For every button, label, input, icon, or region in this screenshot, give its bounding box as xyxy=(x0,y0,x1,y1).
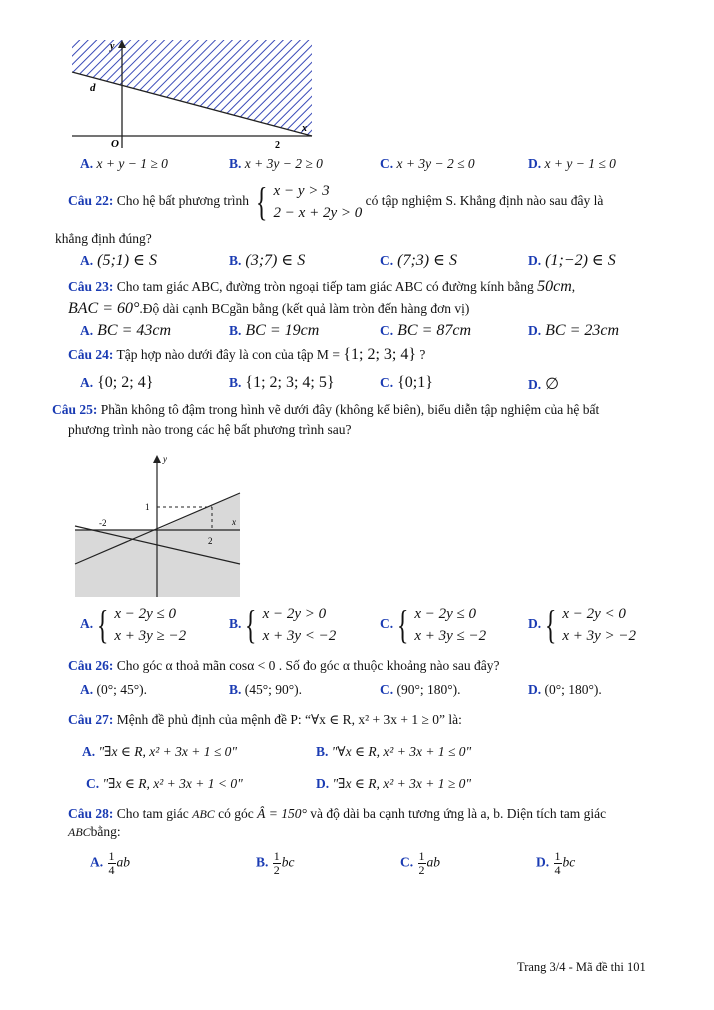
system-row: x + 3y ≤ −2 xyxy=(414,628,487,644)
q28-option-a[interactable] xyxy=(90,850,130,877)
q28-option-b[interactable] xyxy=(256,850,295,877)
option-label: C. xyxy=(380,616,394,632)
option-text: x + y − 1 ≥ 0 xyxy=(96,156,168,171)
q22-system: { x − y > 3 2 − x + 2y > 0 xyxy=(256,179,363,224)
q25-option-d[interactable] xyxy=(528,603,636,647)
origin-label: O xyxy=(111,138,119,150)
option-label: C. xyxy=(380,253,394,268)
q28-line2-text: bằng: xyxy=(90,824,121,839)
q23-line2-text: .Độ dài cạnh BCgần bằng (kết quả làm tròn đến hàng đơn vị) xyxy=(139,301,470,316)
q23-option-c[interactable] xyxy=(380,322,471,340)
q22-option-a[interactable] xyxy=(80,250,157,270)
q24-text-end: ? xyxy=(419,347,426,362)
q25-line1: Phần không tô đậm trong hình vẽ dưới đây (không kể biên), biểu diễn tập nghiệm của hệ bất xyxy=(100,402,600,417)
q25-option-c[interactable] xyxy=(380,603,486,647)
question-number: Câu 22: xyxy=(68,193,114,209)
option-label: A. xyxy=(80,682,94,697)
question-number: Câu 27: xyxy=(68,712,114,727)
option-text: "∃x ∈ R, x² + 3x + 1 < 0" xyxy=(102,776,243,791)
option-label: B. xyxy=(229,323,242,338)
q24-option-a[interactable] xyxy=(80,374,153,392)
q26-option-b[interactable] xyxy=(229,682,302,698)
q28-option-c[interactable] xyxy=(400,850,440,877)
q23-option-d[interactable] xyxy=(528,322,619,340)
question-number: Câu 23: xyxy=(68,279,114,294)
tick-minus-2: -2 xyxy=(99,518,107,528)
q23-line1-end: , xyxy=(571,279,576,294)
option-label: A. xyxy=(80,616,94,632)
question-number: Câu 26: xyxy=(68,658,114,673)
q28-angle: Â = 150° xyxy=(257,806,307,821)
option-label: D. xyxy=(528,323,542,338)
option-text: (90°; 180°). xyxy=(396,682,461,697)
q24-option-d[interactable] xyxy=(528,374,559,394)
option-text: "∃x ∈ R, x² + 3x + 1 ≤ 0" xyxy=(98,744,238,759)
q28-abc: ABC xyxy=(192,807,215,821)
option-text: {0;1} xyxy=(397,374,433,391)
q24-set: {1; 2; 3; 4} xyxy=(343,346,417,363)
system-row: x + 3y > −2 xyxy=(562,628,637,644)
option-label: D. xyxy=(528,377,542,392)
q21-option-a[interactable] xyxy=(80,156,168,172)
q25-stem xyxy=(52,402,599,418)
q26-option-a[interactable] xyxy=(80,682,147,698)
q22-option-d[interactable] xyxy=(528,250,616,270)
system-row: x + 3y ≥ −2 xyxy=(114,628,187,644)
option-label: D. xyxy=(316,776,330,791)
option-text: (1;−2) ∈ S xyxy=(545,252,616,269)
option-text: (3;7) ∈ S xyxy=(245,252,306,269)
q21-option-d[interactable] xyxy=(528,156,616,172)
option-text: (0°; 45°). xyxy=(96,682,148,697)
option-label: B. xyxy=(316,744,329,759)
fraction xyxy=(554,850,562,877)
q25-line2: phương trình nào trong các hệ bất phương trình sau? xyxy=(68,422,352,437)
fraction xyxy=(273,850,281,877)
system-row: x − 2y ≤ 0 xyxy=(114,606,176,622)
system-row: x − 2y < 0 xyxy=(562,606,626,622)
option-label: A. xyxy=(80,323,94,338)
option-label: D. xyxy=(536,854,550,870)
q23-stem xyxy=(68,278,575,296)
system-row: 2 − x + 2y > 0 xyxy=(273,205,363,221)
option-var: ab xyxy=(426,854,440,870)
question-number: Câu 25: xyxy=(52,402,98,417)
option-text: (45°; 90°). xyxy=(244,682,303,697)
q24-option-c[interactable] xyxy=(380,374,433,392)
q24-option-b[interactable] xyxy=(229,374,335,392)
q22-text-after: có tập nghiệm S. Khẳng định nào sau đây là xyxy=(365,193,604,209)
denominator: 4 xyxy=(108,863,115,877)
q22-option-b[interactable] xyxy=(229,250,305,270)
option-text: x + y − 1 ≤ 0 xyxy=(544,156,616,171)
option-label: D. xyxy=(528,616,542,632)
q28-abc-2: ABC xyxy=(68,825,91,839)
numerator: 1 xyxy=(273,849,280,863)
q23-diameter: 50cm xyxy=(537,278,572,295)
option-label: A. xyxy=(80,375,94,390)
system-row: x − y > 3 xyxy=(273,183,330,199)
option-label: B. xyxy=(229,156,242,171)
option-label: C. xyxy=(86,776,100,791)
q27-option-c[interactable] xyxy=(86,776,243,792)
option-label: B. xyxy=(229,375,242,390)
option-label: A. xyxy=(90,854,104,870)
numerator: 1 xyxy=(108,849,115,863)
q23-option-a[interactable] xyxy=(80,322,171,340)
q21-option-c[interactable] xyxy=(380,156,475,172)
q21-option-b[interactable] xyxy=(229,156,323,172)
option-label: D. xyxy=(528,682,542,697)
option-label: B. xyxy=(229,682,242,697)
option-label: A. xyxy=(82,744,96,759)
q27-stem xyxy=(68,712,462,728)
option-var: bc xyxy=(281,854,295,870)
option-text: (0°; 180°). xyxy=(544,682,602,697)
q26-stem xyxy=(68,658,500,674)
q28-line2 xyxy=(68,824,121,840)
system-row: x − 2y > 0 xyxy=(262,606,327,622)
option-label: D. xyxy=(528,156,542,171)
y-axis-label: y xyxy=(110,41,115,52)
option-text: x + 3y − 2 ≥ 0 xyxy=(244,156,323,171)
system-row: x + 3y < −2 xyxy=(262,628,337,644)
option-label: C. xyxy=(380,375,394,390)
x-axis-label: x xyxy=(232,517,236,527)
q23-line2 xyxy=(68,300,469,318)
option-text: BC = 23cm xyxy=(545,322,620,339)
option-text: {0; 2; 4} xyxy=(97,374,154,391)
q26-option-d[interactable] xyxy=(528,682,602,698)
option-label: C. xyxy=(380,682,394,697)
tick-1: 1 xyxy=(145,502,150,512)
option-label: A. xyxy=(80,156,94,171)
q23-angle: BAC = 60° xyxy=(68,300,140,317)
option-var: ab xyxy=(116,854,130,870)
denominator: 2 xyxy=(418,863,425,877)
q26-text: Cho góc α thoả mãn cosα < 0 . Số đo góc α thuộc khoảng nào sau đây? xyxy=(116,658,500,673)
tick-2: 2 xyxy=(275,140,280,151)
option-text: (7;3) ∈ S xyxy=(397,252,457,269)
q26-option-c[interactable] xyxy=(380,682,461,698)
option-text: BC = 43cm xyxy=(97,322,172,339)
option-label: D. xyxy=(528,253,542,268)
option-system: { x − 2y ≤ 0 x + 3y ≤ −2 xyxy=(396,602,487,647)
denominator: 2 xyxy=(273,863,280,877)
option-label: B. xyxy=(256,854,269,870)
option-label: C. xyxy=(400,854,414,870)
option-system: { x − 2y > 0 x + 3y < −2 xyxy=(245,602,337,647)
q24-stem xyxy=(68,346,425,364)
option-system: { x − 2y < 0 x + 3y > −2 xyxy=(544,602,637,647)
option-text: ∅ xyxy=(545,376,560,393)
numerator: 1 xyxy=(418,849,425,863)
q24-text: Tập hợp nào dưới đây là con của tập M = xyxy=(116,347,340,362)
q28-text2: có góc xyxy=(218,806,254,821)
q28-stem xyxy=(68,806,606,822)
q22-line2: khẳng định đúng? xyxy=(55,231,152,246)
question-number: Câu 24: xyxy=(68,347,114,362)
d-label: d xyxy=(90,82,96,94)
denominator: 4 xyxy=(554,863,561,877)
graph-q25 xyxy=(72,452,244,600)
option-text: (5;1) ∈ S xyxy=(97,252,157,269)
question-number: Câu 28: xyxy=(68,806,114,821)
option-text: {1; 2; 3; 4; 5} xyxy=(245,374,335,391)
page-footer: Trang 3/4 - Mã đề thi 101 xyxy=(517,960,646,974)
q27-option-a[interactable] xyxy=(82,744,237,760)
q28-option-d[interactable] xyxy=(536,850,575,877)
option-var: bc xyxy=(562,854,576,870)
tick-2: 2 xyxy=(208,536,213,546)
system-row: x − 2y ≤ 0 xyxy=(414,606,476,622)
y-axis-label: y xyxy=(163,454,167,464)
q25-option-b[interactable] xyxy=(229,603,336,647)
q22-stem xyxy=(68,180,603,224)
option-text: BC = 87cm xyxy=(397,322,472,339)
option-label: C. xyxy=(380,156,394,171)
fraction xyxy=(418,850,426,877)
x-axis-label: x xyxy=(302,123,307,134)
q25-option-a[interactable] xyxy=(80,603,186,647)
option-text: "∀x ∈ R, x² + 3x + 1 ≤ 0" xyxy=(331,744,472,759)
q27-option-b[interactable] xyxy=(316,744,471,760)
option-label: A. xyxy=(80,253,94,268)
option-label: B. xyxy=(229,616,242,632)
q27-option-d[interactable] xyxy=(316,776,471,792)
q23-line1: Cho tam giác ABC, đường tròn ngoại tiếp tam giác ABC có đường kính bằng xyxy=(116,279,534,294)
graph-inequality-d xyxy=(66,36,320,154)
option-text: BC = 19cm xyxy=(245,322,320,339)
q22-text-before: Cho hệ bất phương trình xyxy=(116,193,249,209)
fraction xyxy=(108,850,116,877)
option-label: B. xyxy=(229,253,242,268)
numerator: 1 xyxy=(554,849,561,863)
option-text: x + 3y − 2 ≤ 0 xyxy=(396,156,475,171)
q27-text: Mệnh đề phủ định của mệnh đề P: “∀x ∈ R, x² + 3x + 1 ≥ 0” là: xyxy=(116,712,462,727)
option-system: { x − 2y ≤ 0 x + 3y ≥ −2 xyxy=(96,602,187,647)
q22-option-c[interactable] xyxy=(380,250,457,270)
option-label: C. xyxy=(380,323,394,338)
q23-option-b[interactable] xyxy=(229,322,319,340)
option-text: "∃x ∈ R, x² + 3x + 1 ≥ 0" xyxy=(332,776,472,791)
q28-text1: Cho tam giác xyxy=(116,806,189,821)
q28-text3: và độ dài ba cạnh tương ứng là a, b. Diện tích tam giác xyxy=(310,806,607,821)
